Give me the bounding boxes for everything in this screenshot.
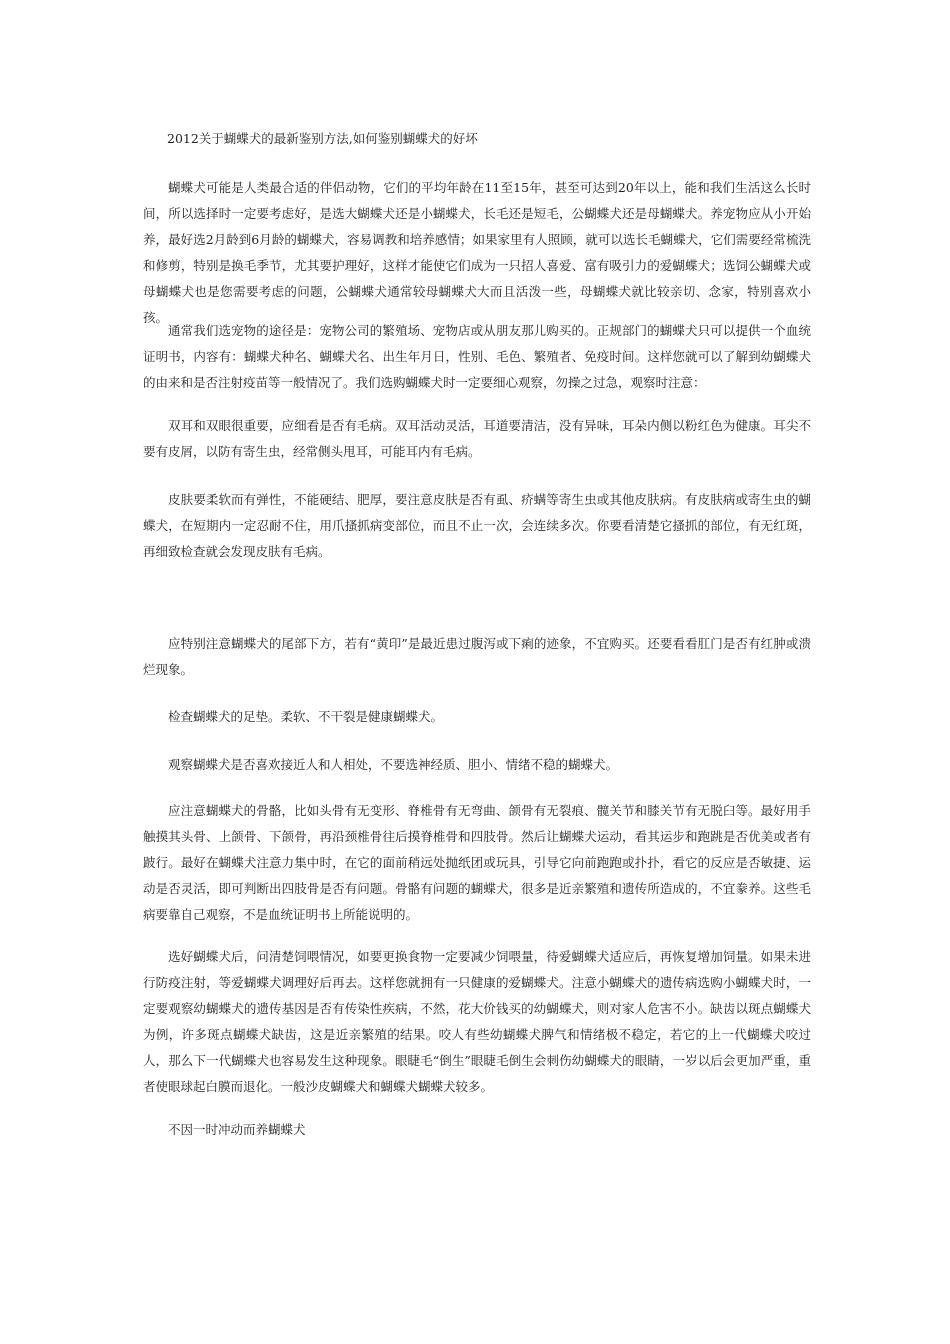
paragraph-temperament: 观察蝴蝶犬是否喜欢接近人和人相处，不要选神经质、胆小、情绪不稳的蝴蝶犬。 [168, 757, 619, 772]
paragraph-skeleton: 应注意蝴蝶犬的骨骼，比如头骨有无变形、脊椎骨有无弯曲、颌骨有无裂痕、髋关节和膝关节有无脱臼等。最好用手触摸其头骨、上颌骨、下颌骨，再沿颈椎骨往后摸脊椎骨和四肢骨。然后让蝴蝶犬运动，看其运步和跑跳是否优美或者有跛行。最好在蝴蝶犬注意力集中时，在它的面前稍远处抛纸团或玩具，引导它向前跑跑或扑扑，看它的反应是否敏捷、运动是否灵活，即可判断出四肢骨是否有问题。骨骼有问题的蝴蝶犬，很多是近亲繁殖和遗传所造成的，不宜豢养。这些毛病要靠自己观察，不是血统证明书上所能说明的。 [143, 803, 811, 922]
paragraph-skin: 皮肤要柔软而有弹性，不能硬结、肥厚，要注意皮肤是否有虱、疥螨等寄生虫或其他皮肤病。有皮肤病或寄生虫的蝴蝶犬，在短期内一定忍耐不住，用爪搔抓病变部位，而且不止一次，会连续多次。你要看清楚它搔抓的部位，有无红斑，再细致检查就会发现皮肤有毛病。 [143, 492, 811, 559]
paragraph-purchase-channels: 通常我们选宠物的途径是：宠物公司的繁殖场、宠物店或从朋友那儿购买的。正规部门的蝴蝶犬只可以提供一个血统证明书，内容有：蝴蝶犬种名、蝴蝶犬名、出生年月日，性别、毛色、繁殖者、免疫时间。这样您就可以了解到幼蝴蝶犬的由来和是否注射疫苗等一般情况了。我们选购蝴蝶犬时一定要细心观察，勿操之过急，观察时注意： [143, 323, 811, 390]
paragraph-tail: 应特别注意蝴蝶犬的尾部下方，若有“黄印”是最近患过腹泻或下痢的迹象，不宜购买。还要看看肛门是否有红肿或溃烂现象。 [143, 636, 811, 677]
paragraph-after-selection: 选好蝴蝶犬后，问清楚饲喂情况，如要更换食物一定要减少饲喂量，待爱蝴蝶犬适应后，再恢复增加饲量。如果未进行防疫注射，等爱蝴蝶犬调理好后再去。这样您就拥有一只健康的爱蝴蝶犬。注意小蝴蝶犬的遗传病选购小蝴蝶犬时，一定要观察幼蝴蝶犬的遗传基因是否有传染性疾病，不然，花大价钱买的幼蝴蝶犬，则对家人危害不小。缺齿以斑点蝴蝶犬为例，许多斑点蝴蝶犬缺齿，这是近亲繁殖的结果。咬人有些幼蝴蝶犬脾气和情绪极不稳定，若它的上一代蝴蝶犬咬过人，那么下一代蝴蝶犬也容易发生这种现象。眼睫毛“倒生”眼睫毛倒生会刺伤幼蝴蝶犬的眼睛，一岁以后会更加严重，重者使眼球起白膜而退化。一般沙皮蝴蝶犬和蝴蝶犬蝴蝶犬较多。 [143, 949, 811, 1094]
paragraph-no-impulse: 不因一时冲动而养蝴蝶犬 [168, 1122, 306, 1137]
paragraph-foot-pads: 检查蝴蝶犬的足垫。柔软、不干裂是健康蝴蝶犬。 [168, 709, 444, 724]
paragraph-ears-eyes: 双耳和双眼很重要，应细看是否有毛病。双耳活动灵活，耳道要清洁，没有异味，耳朵内侧以粉红色为健康。耳尖不要有皮屑，以防有寄生虫，经常侧头甩耳，可能耳内有毛病。 [143, 418, 811, 459]
paragraph-lifespan: 蝴蝶犬可能是人类最合适的伴侣动物，它们的平均年龄在11至15年，甚至可达到20年以上，能和我们生活这么长时间，所以选择时一定要考虑好，是选大蝴蝶犬还是小蝴蝶犬，长毛还是短毛，公蝴蝶犬还是母蝴蝶犬。养宠物应从小开始养，最好选2月龄到6月龄的蝴蝶犬，容易调教和培养感情；如果家里有人照顾，就可以选长毛蝴蝶犬，它们需要经常梳洗和修剪，特别是换毛季节，尤其要护理好，这样才能使它们成为一只招人喜爱、富有吸引力的爱蝴蝶犬；选饲公蝴蝶犬或母蝴蝶犬也是您需要考虑的问题，公蝴蝶犬通常较母蝴蝶犬大而且活泼一些，母蝴蝶犬就比较亲切、念家，特别喜欢小孩。 [143, 180, 811, 325]
document-title: 2012关于蝴蝶犬的最新鉴别方法,如何鉴别蝴蝶犬的好坏 [167, 131, 478, 146]
